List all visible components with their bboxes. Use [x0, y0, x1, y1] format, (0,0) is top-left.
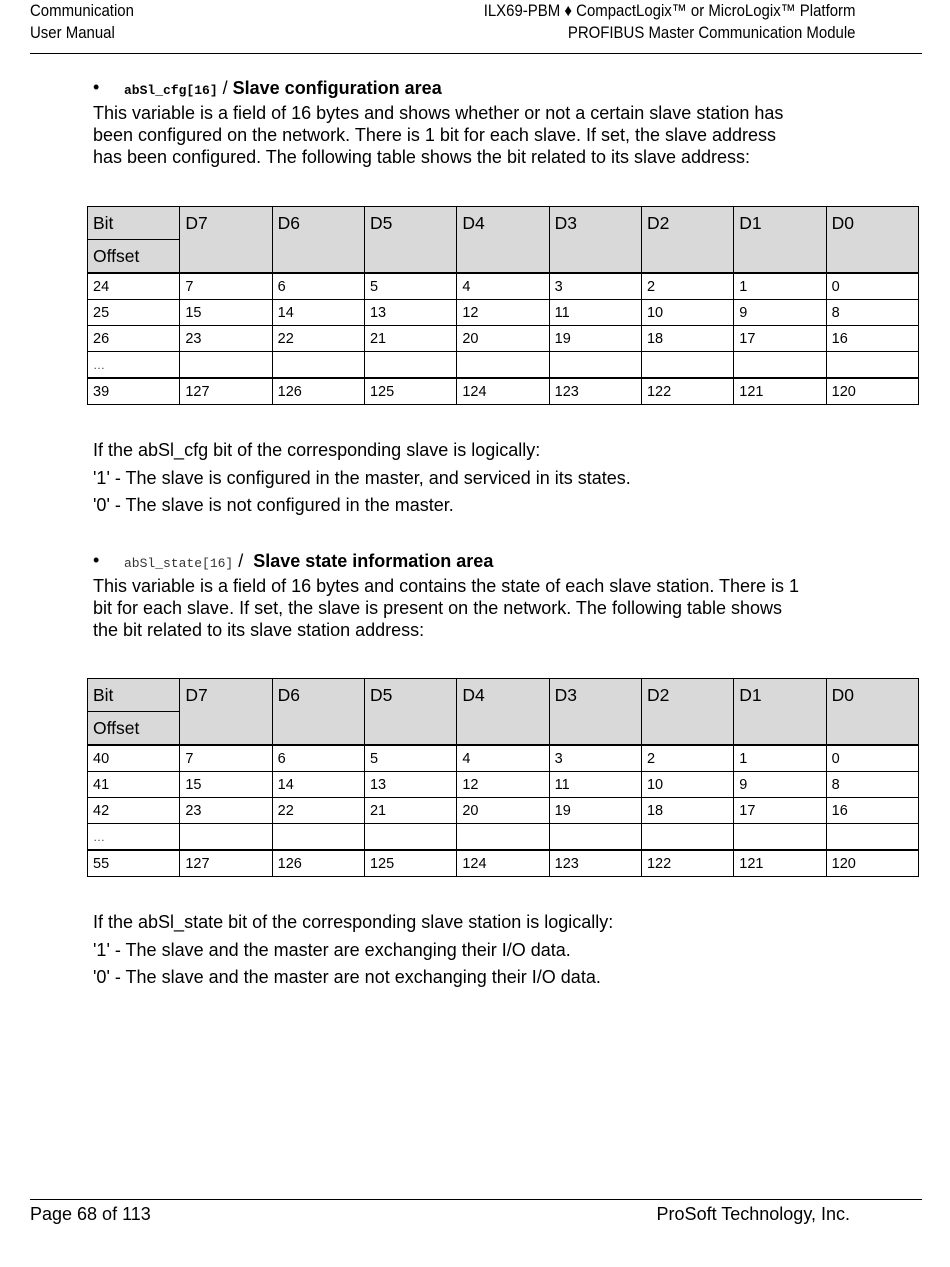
- section-paragraph: [93, 102, 873, 168]
- table-cell: 3: [549, 745, 641, 772]
- paragraph-line: the bit related to its slave station address:: [93, 620, 425, 640]
- section-title: Slave state information area: [253, 551, 494, 571]
- table-cell: …: [88, 824, 180, 851]
- paragraph-line: This variable is a field of 16 bytes and contains the state of each slave station. There is 1: [93, 576, 800, 596]
- table-cell: 15: [180, 772, 272, 798]
- table-cell: 124: [457, 378, 549, 405]
- table-cell: [734, 824, 826, 851]
- table-cell: [272, 824, 364, 851]
- page-number: Page 68 of 113: [30, 1204, 151, 1224]
- note-line: '0' - The slave and the master are not exchanging their I/O data.: [93, 967, 601, 987]
- table-cell: 4: [457, 745, 549, 772]
- table-cell: 127: [180, 850, 272, 877]
- table-row: [88, 273, 919, 300]
- table-cell: 55: [88, 850, 180, 877]
- table-cell: 21: [364, 326, 456, 352]
- table-cell: 25: [88, 300, 180, 326]
- header-offset-cell: Offset: [88, 712, 180, 746]
- table-cell: 7: [180, 745, 272, 772]
- table-row: [88, 300, 919, 326]
- table-cell: 9: [734, 300, 826, 326]
- table-cell: 6: [272, 273, 364, 300]
- table-cell: [364, 352, 456, 379]
- section-slave-config: [93, 78, 873, 168]
- column-header: D2: [641, 679, 733, 746]
- table-cell: 126: [272, 850, 364, 877]
- paragraph-line: been configured on the network. There is 1 bit for each slave. If set, the slave address: [93, 125, 777, 145]
- slave-state-bit-table: [87, 678, 919, 877]
- table-row: [88, 745, 919, 772]
- column-header: D1: [734, 679, 826, 746]
- table-cell: 42: [88, 798, 180, 824]
- table-cell: [734, 352, 826, 379]
- header-right-line2: PROFIBUS Master Communication Module: [567, 23, 855, 42]
- column-header: D7: [180, 679, 272, 746]
- table-cell: 126: [272, 378, 364, 405]
- section-title: Slave configuration area: [232, 78, 442, 98]
- footer-rule: [30, 1199, 922, 1200]
- table-cell: 24: [88, 273, 180, 300]
- table-cell: 120: [826, 850, 918, 877]
- table-cell: 39: [88, 378, 180, 405]
- table-cell: 127: [180, 378, 272, 405]
- column-header: D4: [457, 679, 549, 746]
- header-bit-cell: Bit: [88, 207, 180, 240]
- variable-name: abSl_cfg[16]: [124, 83, 218, 98]
- running-header-left: [30, 0, 134, 44]
- column-header: D0: [826, 679, 918, 746]
- table-cell: 20: [457, 798, 549, 824]
- table-row: [88, 352, 919, 379]
- table-cell: 19: [549, 326, 641, 352]
- table-cell: [826, 352, 918, 379]
- paragraph-line: has been configured. The following table shows the bit related to its slave address:: [93, 147, 751, 167]
- header-left-line1: Communication: [30, 1, 134, 20]
- table-cell: 7: [180, 273, 272, 300]
- table-cell: 0: [826, 745, 918, 772]
- table-cell: 40: [88, 745, 180, 772]
- column-header: D2: [641, 207, 733, 274]
- table-cell: 23: [180, 798, 272, 824]
- table-cell: [180, 352, 272, 379]
- header-offset-cell: Offset: [88, 240, 180, 274]
- bullet-icon: •: [93, 550, 100, 570]
- table-cell: 123: [549, 850, 641, 877]
- table-cell: 120: [826, 378, 918, 405]
- table-cell: 125: [364, 378, 456, 405]
- table-row: [88, 326, 919, 352]
- table-cell: [549, 352, 641, 379]
- heading-separator: /: [217, 78, 233, 98]
- running-header-right: [483, 0, 855, 44]
- table-cell: 17: [734, 326, 826, 352]
- table-cell: 23: [180, 326, 272, 352]
- header-bit-cell: Bit: [88, 679, 180, 712]
- table-cell: 22: [272, 326, 364, 352]
- table-cell: [364, 824, 456, 851]
- table-cell: 121: [734, 850, 826, 877]
- table-cell: 13: [364, 772, 456, 798]
- column-header: D3: [549, 679, 641, 746]
- table-cell: [180, 824, 272, 851]
- table-cell: 4: [457, 273, 549, 300]
- table-cell: 5: [364, 745, 456, 772]
- column-header: D7: [180, 207, 272, 274]
- variable-name: abSl_state[16]: [124, 556, 234, 571]
- table-cell: 125: [364, 850, 456, 877]
- table-cell: 12: [457, 300, 549, 326]
- table-cell: 8: [826, 300, 918, 326]
- column-header: D4: [457, 207, 549, 274]
- company-name: ProSoft Technology, Inc.: [656, 1204, 850, 1224]
- table-cell: 0: [826, 273, 918, 300]
- table-cell: 14: [272, 300, 364, 326]
- table-cell: 11: [549, 772, 641, 798]
- table-cell: 22: [272, 798, 364, 824]
- table-row: [88, 824, 919, 851]
- table-cell: 6: [272, 745, 364, 772]
- section-slave-state: [93, 551, 873, 641]
- table-cell: 18: [641, 798, 733, 824]
- section-notes: [93, 437, 631, 520]
- table-cell: 21: [364, 798, 456, 824]
- heading-separator: /: [233, 551, 254, 571]
- paragraph-line: This variable is a field of 16 bytes and shows whether or not a certain slave station has: [93, 103, 784, 123]
- table-cell: 19: [549, 798, 641, 824]
- table-cell: 1: [734, 745, 826, 772]
- table-cell: 16: [826, 326, 918, 352]
- column-header: D1: [734, 207, 826, 274]
- table-cell: [641, 824, 733, 851]
- note-line: If the abSl_cfg bit of the corresponding slave is logically:: [93, 440, 541, 460]
- note-line: '0' - The slave is not configured in the master.: [93, 495, 454, 515]
- column-header: D5: [364, 207, 456, 274]
- column-header: D6: [272, 207, 364, 274]
- table-cell: 11: [549, 300, 641, 326]
- table-row: [88, 378, 919, 405]
- table-cell: 124: [457, 850, 549, 877]
- section-paragraph: [93, 575, 873, 641]
- table-cell: 1: [734, 273, 826, 300]
- table-cell: 41: [88, 772, 180, 798]
- table-row: [88, 798, 919, 824]
- table-cell: 122: [641, 378, 733, 405]
- table-cell: [826, 824, 918, 851]
- note-line: '1' - The slave and the master are exchanging their I/O data.: [93, 939, 571, 960]
- paragraph-line: bit for each slave. If set, the slave is present on the network. The following table shows: [93, 598, 783, 618]
- table-row: [88, 850, 919, 877]
- table-cell: [641, 352, 733, 379]
- table-cell: [272, 352, 364, 379]
- column-header: D5: [364, 679, 456, 746]
- table-cell: 14: [272, 772, 364, 798]
- note-line: If the abSl_state bit of the corresponding slave station is logically:: [93, 912, 614, 932]
- table-cell: [457, 824, 549, 851]
- table-cell: 2: [641, 745, 733, 772]
- header-rule: [30, 53, 922, 54]
- section-heading: [93, 551, 873, 575]
- table-row: [88, 772, 919, 798]
- table-cell: 122: [641, 850, 733, 877]
- column-header: D0: [826, 207, 918, 274]
- table-cell: 17: [734, 798, 826, 824]
- table-cell: 16: [826, 798, 918, 824]
- header-right-line1: ILX69-PBM ♦ CompactLogix™ or MicroLogix™ Platform: [483, 1, 855, 20]
- table-cell: 18: [641, 326, 733, 352]
- table-cell: 10: [641, 300, 733, 326]
- table-cell: 12: [457, 772, 549, 798]
- table-cell: 3: [549, 273, 641, 300]
- slave-config-bit-table: [87, 206, 919, 405]
- table-cell: 121: [734, 378, 826, 405]
- bullet-icon: •: [93, 77, 100, 97]
- column-header: D3: [549, 207, 641, 274]
- table-cell: 13: [364, 300, 456, 326]
- column-header: D6: [272, 679, 364, 746]
- table-cell: 8: [826, 772, 918, 798]
- table-cell: …: [88, 352, 180, 379]
- table-cell: 15: [180, 300, 272, 326]
- section-notes: [93, 909, 613, 992]
- table-cell: 123: [549, 378, 641, 405]
- table-cell: 5: [364, 273, 456, 300]
- table-cell: 20: [457, 326, 549, 352]
- table-cell: 10: [641, 772, 733, 798]
- table-cell: 2: [641, 273, 733, 300]
- table-cell: [549, 824, 641, 851]
- table-cell: 26: [88, 326, 180, 352]
- table-cell: [457, 352, 549, 379]
- header-left-line2: User Manual: [30, 23, 115, 42]
- note-line: '1' - The slave is configured in the master, and serviced in its states.: [93, 467, 631, 488]
- table-cell: 9: [734, 772, 826, 798]
- section-heading: [93, 78, 873, 102]
